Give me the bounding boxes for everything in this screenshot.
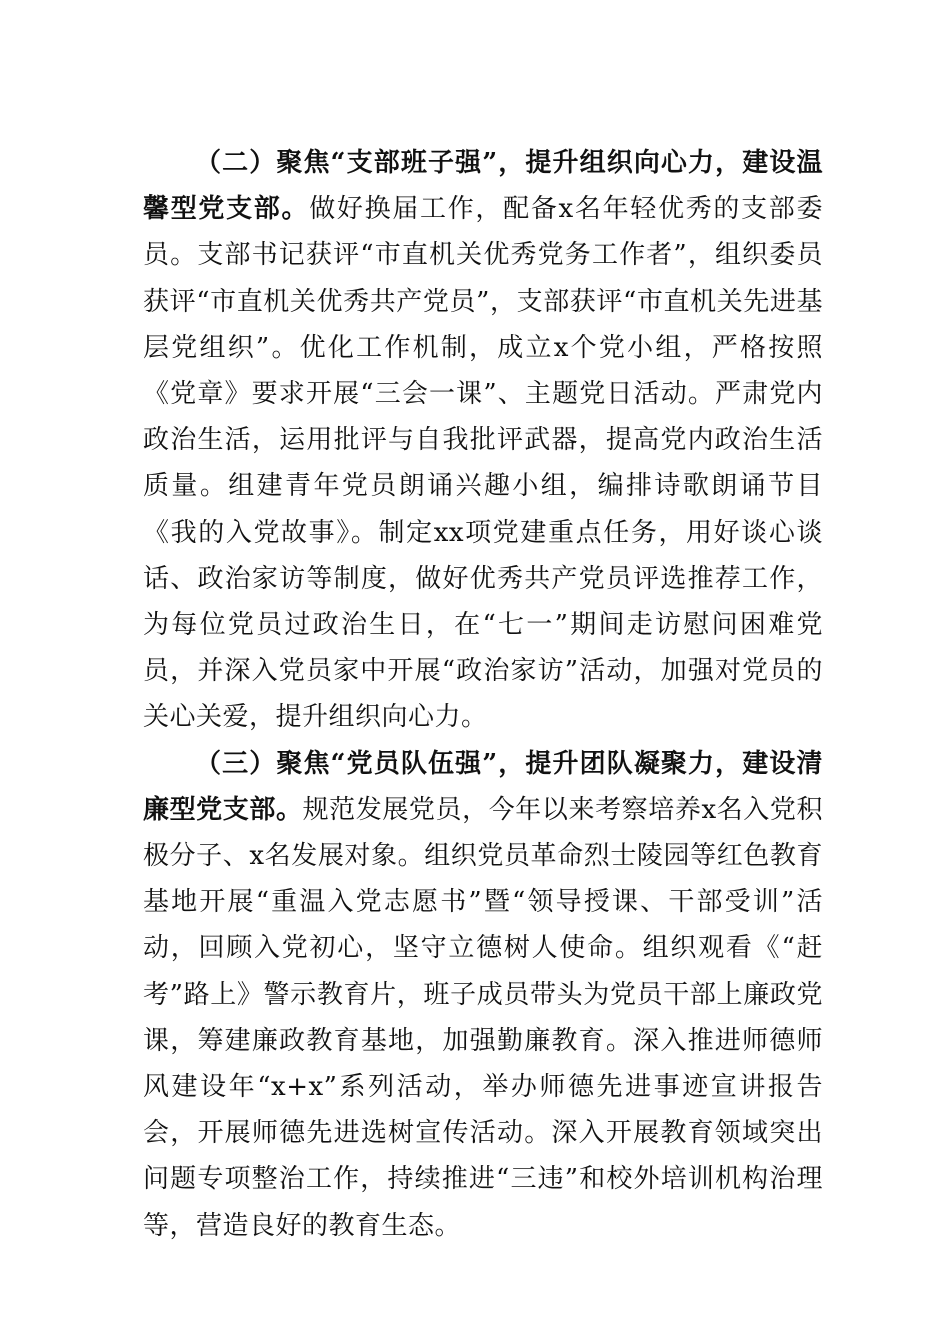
- section-two-body: 做好换届工作，配备x名年轻优秀的支部委员。支部书记获评“市直机关优秀党务工作者”，组织委员获评“市直机关优秀共产党员”，支部获评“市直机关先进基层党组织”。优化工作机制，成立x个党小组，严格按照《党章》要求开展“三会一课”、主题党日活动。严肃党内政治生活，运用批评与自我批评武器，提高党内政治生活质量。组建青年党员朗诵兴趣小组，编排诗歌朗诵节目《我的入党故事》。制定xx项党建重点任务，用好谈心谈话、政治家访等制度，做好优秀共产党员评选推荐工作，为每位党员过政治生日，在“七一”期间走访慰问困难党员，并深入党员家中开展“政治家访”活动，加强对党员的关心关爱，提升组织向心力。: [143, 194, 823, 733]
- section-three-heading: （三）聚焦“党员队伍强”，提升团队凝聚力，建设清廉型党支部。: [143, 748, 823, 825]
- section-two-heading: （二）聚焦“支部班子强”，提升组织向心力，建设温馨型党支部。: [143, 148, 823, 225]
- document-body: [143, 140, 823, 1249]
- paragraph-section-three: [143, 741, 823, 1249]
- paragraph-section-two: [143, 140, 823, 741]
- section-three-body: 规范发展党员，今年以来考察培养x名入党积极分子、x名发展对象。组织党员革命烈士陵园等红色教育基地开展“重温入党志愿书”暨“领导授课、干部受训”活动，回顾入党初心，坚守立德树人使命。组织观看《“赶考”路上》警示教育片，班子成员带头为党员干部上廉政党课，筹建廉政教育基地，加强勤廉教育。深入推进师德师风建设年“x+x”系列活动，举办师德先进事迹宣讲报告会，开展师德先进选树宣传活动。深入开展教育领域突出问题专项整治工作，持续推进“三违”和校外培训机构治理等，营造良好的教育生态。: [143, 794, 823, 1241]
